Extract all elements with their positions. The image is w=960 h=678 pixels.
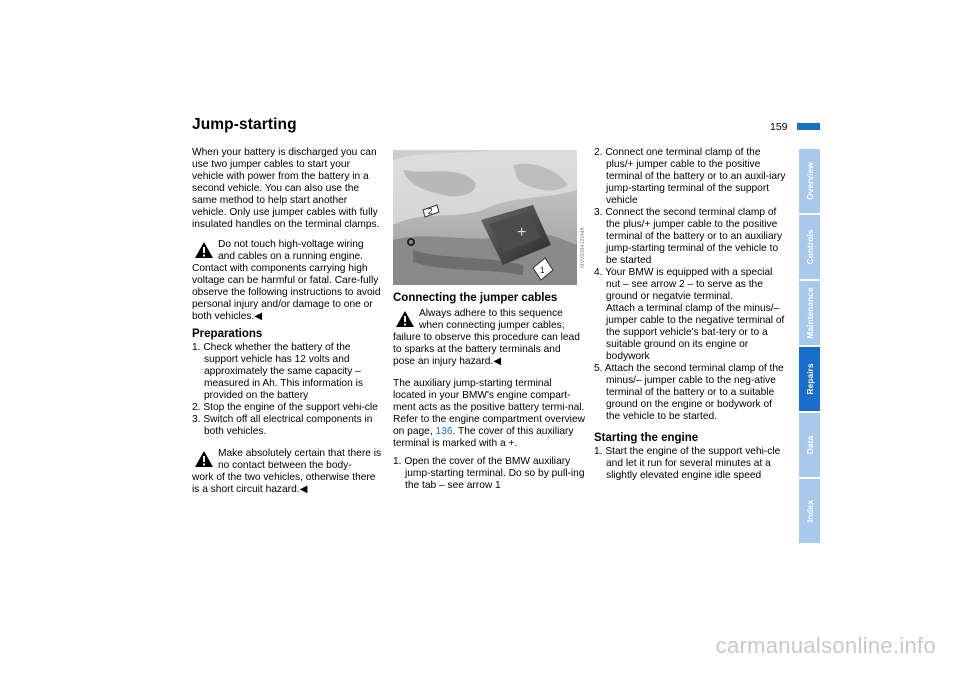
image-code <box>577 210 587 270</box>
tab-data[interactable]: Data <box>799 413 820 477</box>
warning-triangle-icon <box>395 310 415 328</box>
list-item: Attach a terminal clamp of the minus/– jumper cable to the negative terminal of the support vehicle's bat-tery or to a suitable ground on its engine or bodywork <box>606 303 785 362</box>
aux-terminal-paragraph: The auxiliary jump-starting terminal located in your BMW's engine compart-ment acts as the positive battery termi-nal. Refer to the engine compartment overview on page, 136. The cover of this auxiliary terminal is marked with a +. <box>393 378 585 449</box>
intro-paragraph: When your battery is discharged you can use two jumper cables to start your vehicle with power from the battery in a second vehicle. You can also use the same method to help start another vehicle. Only use jumper cables with fully insulated handles on the terminal clamps. <box>192 147 380 230</box>
tab-maintenance[interactable]: Maintenance <box>799 281 820 345</box>
list-item: 1. Open the cover of the BMW auxiliary jump-starting terminal. Do so by pull-ing the tab – see arrow 1 <box>393 456 585 491</box>
engine-photo-illustration <box>393 150 577 285</box>
arrow-1-label: 1 <box>540 266 545 275</box>
column-1 <box>192 147 383 496</box>
warning-sequence <box>393 308 585 368</box>
heading-preparations: Preparations <box>192 328 263 340</box>
list-item: 2. Connect one terminal clamp of the plus/+ jumper cable to the positive terminal of the battery or to an auxil-iary jump-starting terminal of the support vehicle <box>594 147 786 206</box>
tab-index[interactable]: Index <box>799 479 820 543</box>
page-number: 159 <box>770 121 788 133</box>
list-item: 1. Start the engine of the support vehi-cle and let it run for several minutes at a slightly elevated engine idle speed <box>594 446 781 481</box>
list-item: 2. Stop the engine of the support vehi-cle <box>192 402 378 413</box>
warning-short-circuit <box>192 448 383 496</box>
page-number-bar <box>797 123 820 130</box>
page-title: Jump-starting <box>192 116 297 133</box>
watermark-footer: carmanualsonline.info <box>715 633 936 658</box>
column-3 <box>594 147 787 482</box>
list-item: 4. Your BMW is equipped with a special nut – see arrow 2 – to serve as the ground or negatvie terminal. <box>594 267 773 302</box>
list-item: 3. Connect the second terminal clamp of the plus/+ jumper cable to the positive terminal of the battery or to an auxiliary jump-starting terminal of the vehicle to be started <box>594 207 783 266</box>
heading-starting-the-engine: Starting the engine <box>594 432 699 444</box>
warning-triangle-icon <box>194 450 214 468</box>
engine-compartment-photo <box>393 150 577 285</box>
tab-overview[interactable]: Overview <box>799 149 820 213</box>
warning-triangle-icon <box>194 241 214 259</box>
warning-text-rest: failure to observe this procedure can lead to sparks at the battery terminals and pose an injury hazard.◀ <box>393 332 580 367</box>
warning-text-first: Always adhere to this sequence when connecting jumper cables; <box>419 308 565 331</box>
warning-text-first: Do not touch high-voltage wiring and cables on a running engine. <box>218 239 364 262</box>
tab-repairs[interactable]: Repairs <box>799 347 820 411</box>
arrow-2-label: 2 <box>428 207 433 216</box>
section-tabs <box>799 149 820 545</box>
warning-high-voltage <box>192 239 383 323</box>
list-item: 3. Switch off all electrical components in both vehicles. <box>192 414 373 437</box>
column-2 <box>393 291 585 492</box>
heading-connecting-jumper-cables: Connecting the jumper cables <box>393 292 558 304</box>
plus-label: + <box>517 224 527 241</box>
page-link-136[interactable]: 136 <box>435 426 453 437</box>
warning-text-first: Make absolutely certain that there is no contact between the body- <box>218 448 382 471</box>
warning-text-rest: Contact with components carrying high voltage can be harmful or fatal. Care-fully observe the following instructions to avoid personal injury and/or damage to one or both vehicles.◀ <box>192 263 381 322</box>
warning-text-rest: work of the two vehicles, otherwise there is a short circuit hazard.◀ <box>192 472 376 495</box>
tab-controls[interactable]: Controls <box>799 215 820 279</box>
list-item: 1. Check whether the battery of the support vehicle has 12 volts and approximately the same capacity – measured in Ah. This information is provided on the battery <box>192 342 363 401</box>
list-item: 5. Attach the second terminal clamp of the minus/– jumper cable to the neg-ative terminal of the battery or to a suitable ground on the engine or bodywork of the vehicle to be started. <box>594 363 784 422</box>
svg-text:MV05084120MA: MV05084120MA <box>580 227 586 268</box>
